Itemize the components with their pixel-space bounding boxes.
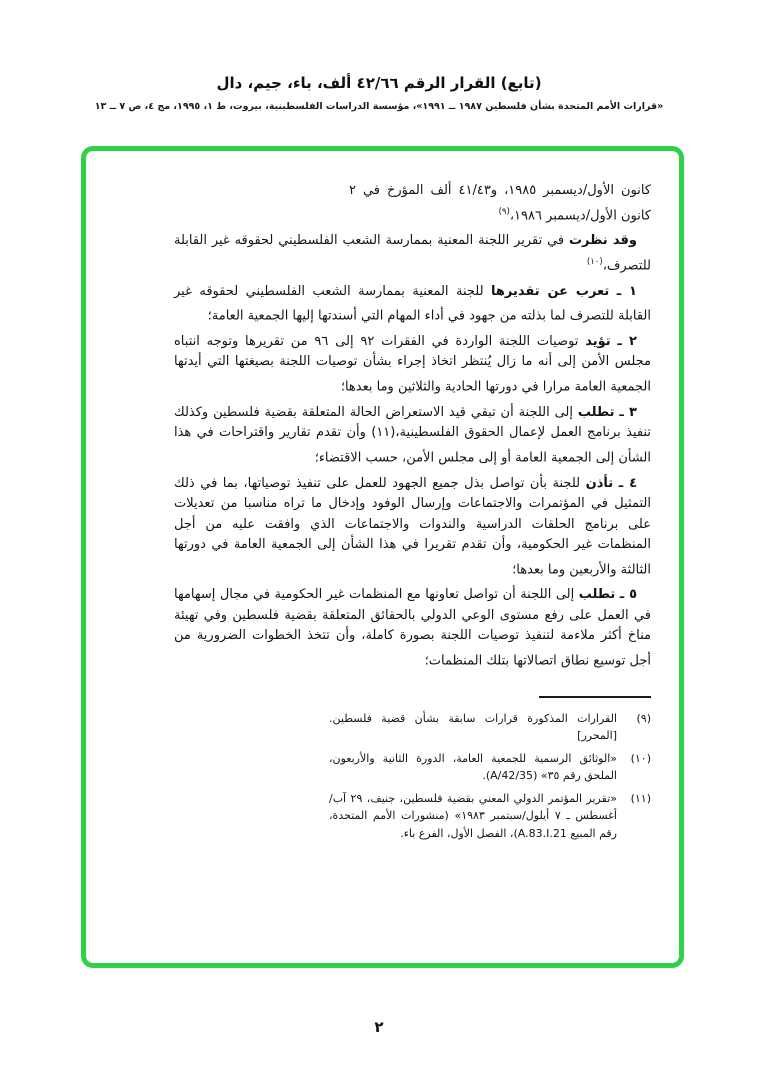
paragraph-text: في تقرير اللجنة المعنية بممارسة الشعب الفلسطيني لحقوقه غير القابلة للتصرف، <box>174 233 651 274</box>
footnote-text: القرارات المذكورة قرارات سابقة بشأن قضية فلسطين. [المحرر] <box>329 711 617 743</box>
paragraph-text: توصيات اللجنة الواردة في الفقرات ٩٢ إلى ٩٦ من تقريرها وتوجه انتباه مجلس الأمن إلى أنه ما زال يُنتظر اتخاذ إجراء بشأن توصيات اللجنة بصيغتها التي أيدتها الجمعية العامة مرارا في دورتها الحادية والثلاثين وما بعدها؛ <box>174 333 651 395</box>
footnote-marker: (١٠) <box>630 751 651 765</box>
paragraph-item-5 <box>174 585 651 671</box>
paragraph-number: ١ ـ <box>616 283 637 299</box>
paragraph-number: ٣ ـ <box>619 404 637 420</box>
paragraph-item-4 <box>174 474 651 581</box>
paragraph-number: ٤ ـ <box>618 475 637 491</box>
paragraph-item-2 <box>174 332 651 398</box>
paragraph-number: ٢ ـ <box>617 333 637 349</box>
paragraph-lead: تعرب عن تقديرها <box>491 283 610 299</box>
footnote <box>329 750 651 785</box>
footnote <box>329 790 651 843</box>
paragraph-preamble-continuation <box>349 181 651 226</box>
footnote-marker: (١١) <box>630 791 651 805</box>
footnote-marker: (٩) <box>636 711 651 725</box>
paragraph-lead: تطلب <box>577 404 615 420</box>
footnote-text: «الوثائق الرسمية للجمعية العامة، الدورة الثانية والأربعون، الملحق رقم ٣٥» (A/42/35). <box>329 751 617 783</box>
paragraph-preamble <box>174 231 651 276</box>
page-number: ٢ <box>374 1018 384 1036</box>
paragraph-lead: تأذن <box>585 475 614 491</box>
content-frame <box>81 146 684 968</box>
paragraph-text: للجنة المعنية بممارسة الشعب الفلسطيني لحقوقه غير القابلة للتصرف لما بذلته من جهود في أداء المهام التي أسندتها إليها الجمعية العامة؛ <box>174 283 651 324</box>
paragraph-text: كانون الأول/ديسمبر ١٩٨٥، و٤١/٤٣ ألف المؤرخ في ٢ كانون الأول/ديسمبر ١٩٨٦، <box>349 183 651 223</box>
document-body <box>86 151 679 873</box>
footnote <box>329 710 651 745</box>
footnote-ref: (٩) <box>498 206 510 217</box>
paragraph-lead: تؤيد <box>585 333 611 349</box>
paragraph-text: إلى اللجنة أن تبقي قيد الاستعراض الحالة المتعلقة بقضية فلسطين وكذلك تنفيذ برنامج العمل لإعمال الحقوق الفلسطينية،(١١) وأن تقدم تقارير واقتراحات في هذا الشأن إلى الجمعية العامة أو إلى مجلس الأمن، حسب الاقتضاء؛ <box>174 404 651 466</box>
paragraph-item-1 <box>174 282 651 327</box>
footnote-ref: (١٠) <box>586 256 603 267</box>
footnote-separator <box>539 696 651 698</box>
paragraph-text: للجنة بأن تواصل بذل جميع الجهود للعمل على تنفيذ توصياتها، بما في ذلك التمثيل في المؤتمرات والاجتماعات وإرسال الوفود وإدخال ما تراه مناسبا من تعديلات على برنامج الحلقات الدراسية والندوات والاجتماعات الذي وافقت عليه من أجل المنظمات غير الحكومية، وأن تقدم تقريرا في هذا الشأن إلى الجمعية العامة في دورتها الثالثة والأربعين وما بعدها؛ <box>174 475 651 577</box>
document-title: (تابع) القرار الرقم ٤٢/٦٦ ألف، باء، جيم، دال <box>216 74 542 92</box>
document-subtitle: «قرارات الأمم المتحدة بشأن فلسطين ١٩٨٧ ــ ١٩٩١»، مؤسسة الدراسات الفلسطينية، بيروت، ط ١، ١٩٩٥، مج ٤، ص ٧ ــ ١٣ <box>94 101 664 112</box>
paragraph-number: ٥ ـ <box>619 587 637 603</box>
paragraph-lead: تطلب <box>578 587 616 603</box>
paragraph-item-3 <box>174 403 651 469</box>
paragraph-text: إلى اللجنة أن تواصل تعاونها مع المنظمات غير الحكومية في مجال إسهامها في العمل على رفع مستوى الوعي الدولي بالحقائق المتعلقة بقضية فلسطين وفي تهيئة مناخ أكثر ملاءمة لتنفيذ توصيات اللجنة بصورة كاملة، وأن تتخذ الخطوات الضرورية من أجل توسيع نطاق اتصالاتها بتلك المنظمات؛ <box>174 587 651 669</box>
document-header <box>0 74 758 112</box>
paragraph-lead: وقد نظرت <box>568 233 637 249</box>
footnotes-section <box>329 710 651 843</box>
footnote-text: «تقرير المؤتمر الدولي المعني بقضية فلسطين، جنيف، ٢٩ آب/أغسطس ـ ٧ أيلول/سبتمبر ١٩٨٣» (منشورات الأمم المتحدة، رقم المبيع A.83.I.21)، الفصل الأول، الفرع باء. <box>329 791 617 840</box>
